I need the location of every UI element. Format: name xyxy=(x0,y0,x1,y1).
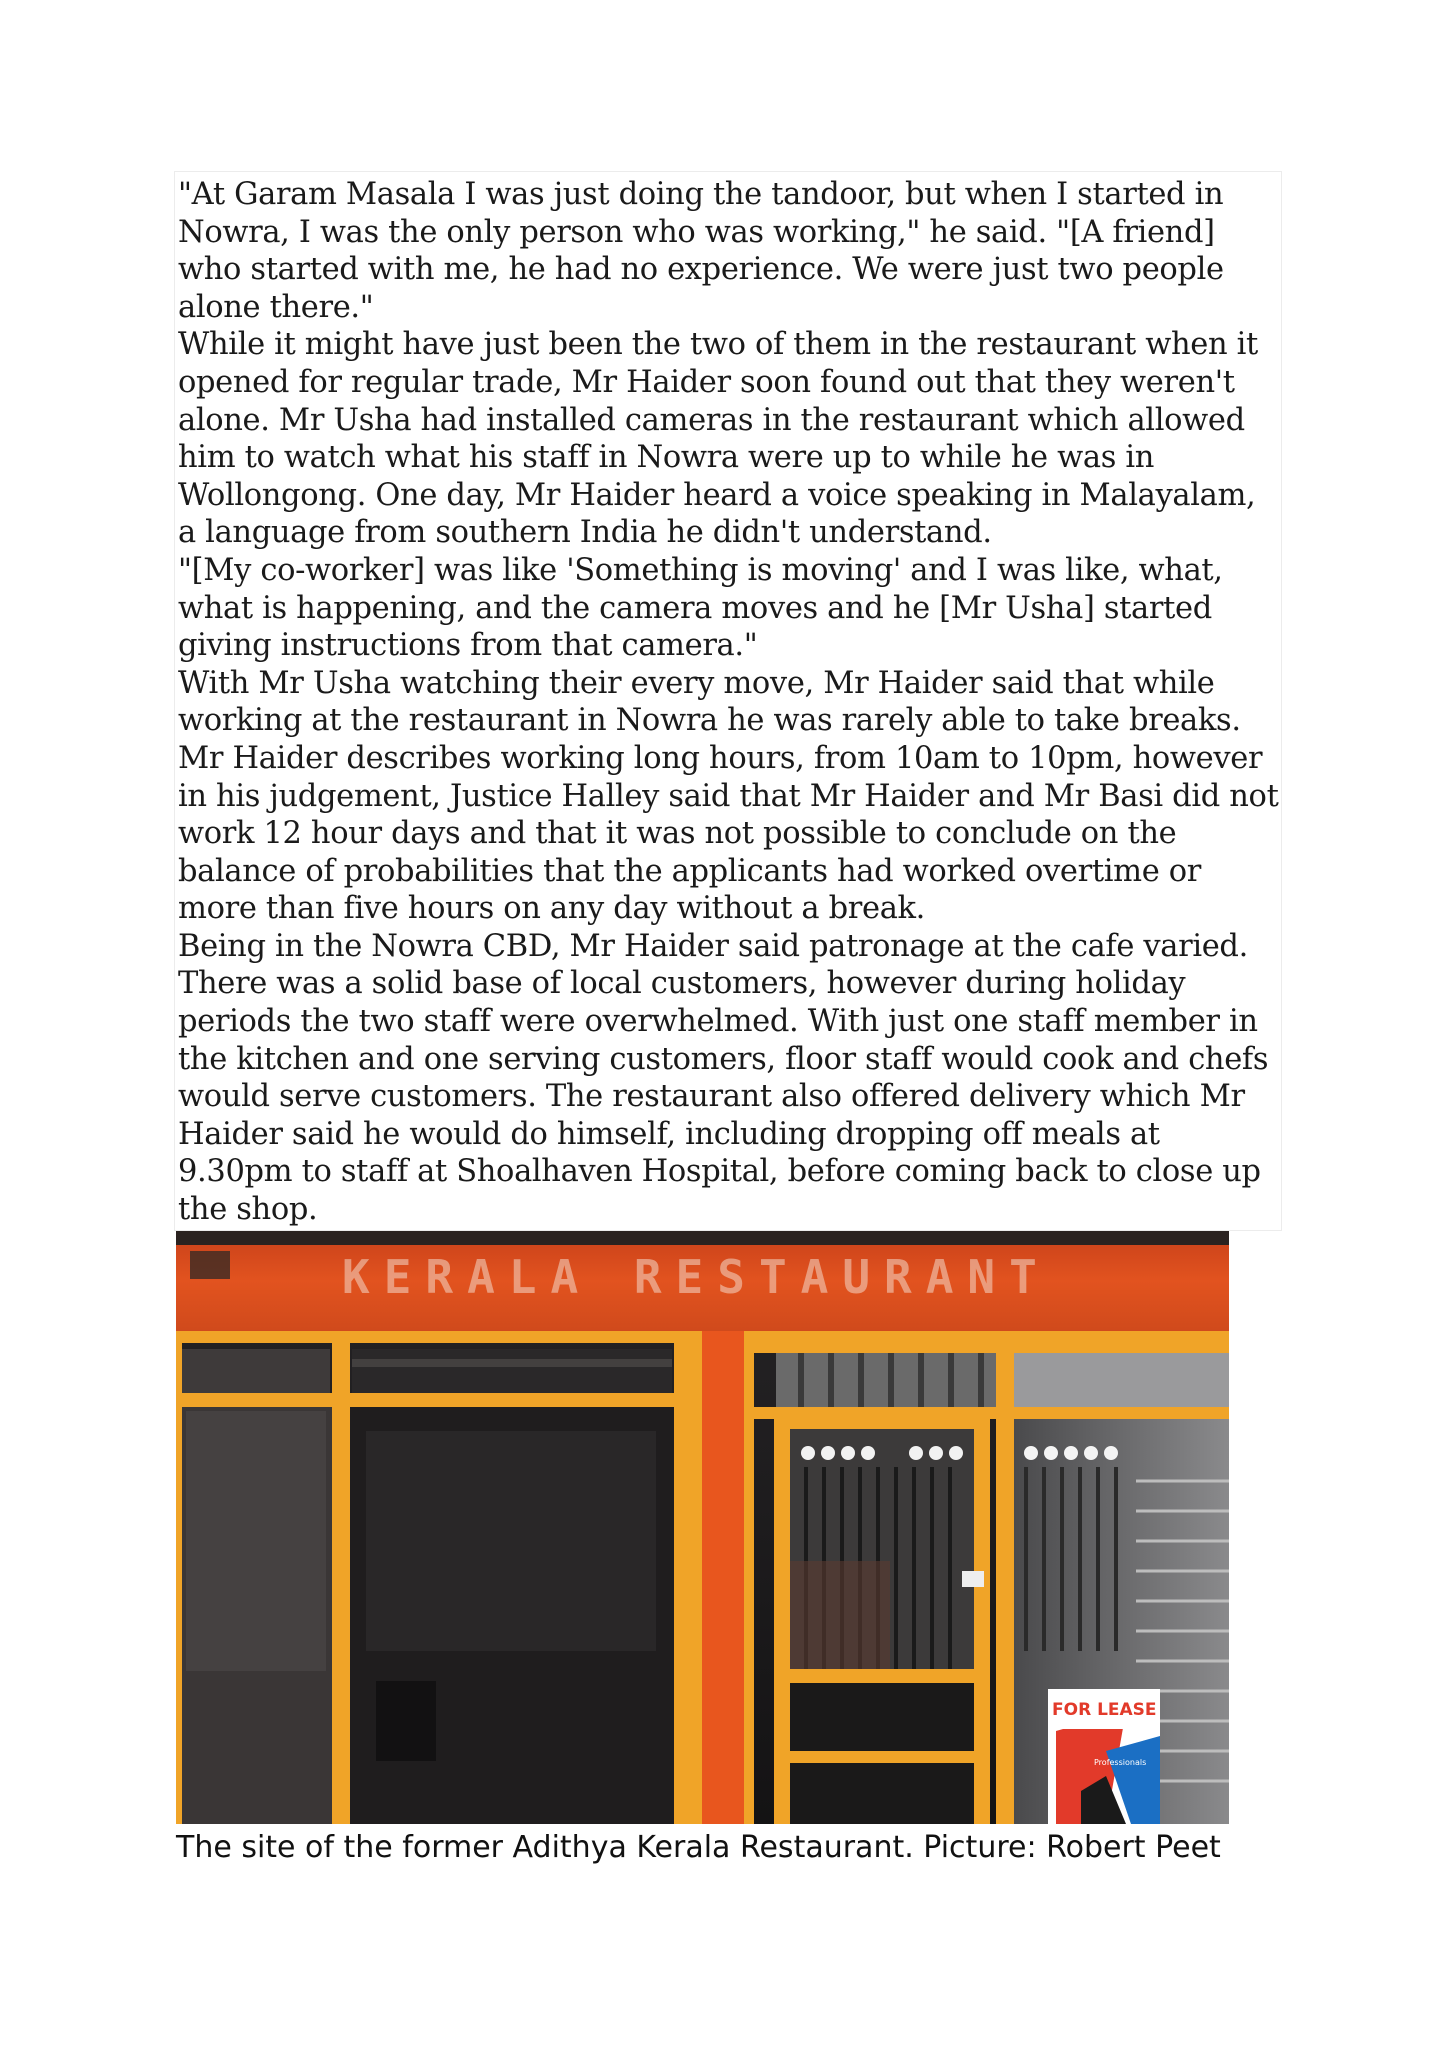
restaurant-photo xyxy=(176,1231,1229,1824)
paragraph: "At Garam Masala I was just doing the tandoor, but when I started in Nowra, I was the only person who was working," he said. "[A friend] who started with me, he had no experience. We were just two people alone there." xyxy=(178,177,1224,325)
paragraph: "[My co-worker] was like 'Something is moving' and I was like, what, what is happening, and the camera moves and he [Mr Usha] started giving instructions from that camera." xyxy=(178,552,1223,664)
lease-sign-text: FOR LEASE xyxy=(1052,1700,1157,1720)
article-text xyxy=(174,171,1282,1231)
paragraph: With Mr Usha watching their every move, Mr Haider said that while working at the restaurant in Nowra he was rarely able to take breaks. Mr Haider describes working long hours, from 10am to 10pm, however in his judgement, Justice Halley said that Mr Haider and Mr Basi did not work 12 hour days and that it was not possible to conclude on the balance of probabilities that the applicants had worked overtime or more than five hours on any day without a break. xyxy=(178,665,1279,927)
photo-caption: The site of the former Adithya Kerala Restaurant. Picture: Robert Peet xyxy=(176,1830,1221,1865)
paragraph: While it might have just been the two of them in the restaurant when it opened for regular trade, Mr Haider soon found out that they weren't alone. Mr Usha had installed cameras in the restaurant which allowed him to watch what his staff in Nowra were up to while he was in Wollongong. One day, Mr Haider heard a voice speaking in Malayalam, a language from southern India he didn't understand. xyxy=(178,327,1258,551)
lease-sign-brand: Professionals xyxy=(1094,1758,1147,1767)
paragraph: Being in the Nowra CBD, Mr Haider said patronage at the cafe varied. There was a solid base of local customers, however during holiday periods the two staff were overwhelmed. With just one staff member in the kitchen and one serving customers, floor staff would cook and chefs would serve customers. The restaurant also offered delivery which Mr Haider said he would do himself, including dropping off meals at 9.30pm to staff at Shoalhaven Hospital, before coming back to close up the shop. xyxy=(178,928,1269,1228)
for-lease-sign xyxy=(1048,1689,1160,1824)
sign-text: KERALA RESTAURANT xyxy=(342,1250,1051,1304)
